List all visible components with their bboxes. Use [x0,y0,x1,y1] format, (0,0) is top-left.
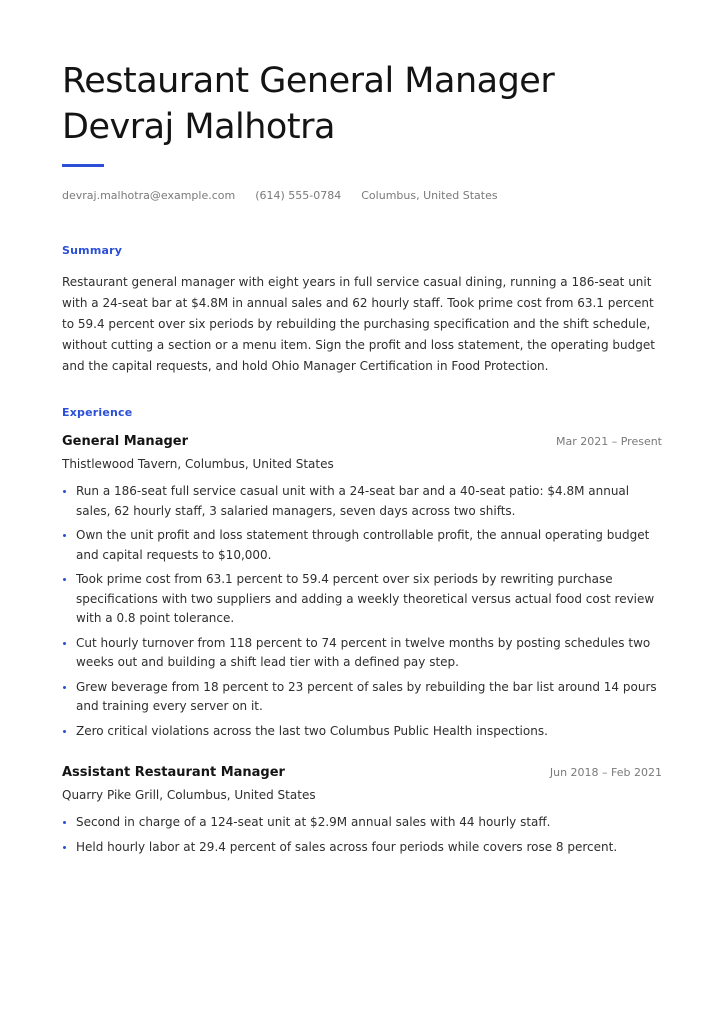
experience-company: Thistlewood Tavern, Columbus, United States [62,457,334,471]
experience-bullet [62,838,662,858]
page-title [62,58,554,150]
bullet-icon [63,534,66,537]
experience-company: Quarry Pike Grill, Columbus, United States [62,788,316,802]
experience-entry [62,434,662,746]
bullet-icon [63,578,66,581]
bullet-text: Took prime cost from 63.1 percent to 59.4 percent over six periods by rewriting purchase specifications with two suppliers and adding a weekly theoretical versus actual food cost review with a 0.8 point tolerance. [76,572,655,625]
bullet-icon [63,730,66,733]
bullet-text: Grew beverage from 18 percent to 23 percent of sales by rebuilding the bar list around 14 pours and training every server on it. [76,679,657,713]
bullet-text: Second in charge of a 124-seat unit at $2.9M annual sales with 44 hourly staff. [76,815,551,829]
experience-bullet [62,570,662,629]
experience-bullet [62,482,662,521]
bullet-icon [63,821,66,824]
bullet-text: Zero critical violations across the last two Columbus Public Health inspections. [76,723,548,738]
experience-dates: Jun 2018 – Feb 2021 [549,766,662,779]
experience-bullet-list [62,482,662,741]
contact-email[interactable]: devraj.malhotra@example.com [62,189,236,202]
accent-divider [62,164,104,167]
bullet-text: Own the unit profit and loss statement through controllable profit, the annual operating budget and capital requests to $10,000. [76,528,650,562]
bullet-icon [63,846,66,849]
bullet-text: Cut hourly turnover from 118 percent to 74 percent in twelve months by posting schedules two weeks out and building a shift lead tier with a defined pay step. [76,635,651,669]
summary-heading: Summary [62,244,123,257]
experience-bullet [62,813,662,833]
job-title-heading: Restaurant General Manager [62,61,555,101]
experience-bullet [62,526,662,565]
experience-entry-header [62,434,662,454]
experience-bullet-list [62,813,662,857]
summary-text: Restaurant general manager with eight years in full service casual dining, running a 186-seat unit with a 24-seat bar at $4.8M in annual sales and 62 hourly staff. Took prime cost from 63.1 percent to 59.4 percent over six periods by rebuilding the purchasing specification and the shift schedule, without cutting a section or a menu item. Sign the profit and loss statement, the operating budget and the capital requests, and hold Ohio Manager Certification in Food Protection. [62,275,655,373]
experience-entry-header [62,765,662,785]
experience-bullet [62,678,662,717]
experience-entry [62,765,662,862]
bullet-icon [63,686,66,689]
contact-phone[interactable]: (614) 555-0784 [255,189,342,202]
candidate-name: Devraj Malhotra [62,107,335,147]
bullet-text: Run a 186-seat full service casual unit with a 24-seat bar and a 40-seat patio: $4.8M annual sales, 62 hourly staff, 3 salaried managers, seven days across two shifts. [76,484,630,518]
bullet-icon [63,490,66,493]
experience-dates: Mar 2021 – Present [555,435,662,448]
contact-location: Columbus, United States [361,189,498,202]
experience-bullet [62,722,662,742]
bullet-icon [63,642,66,645]
experience-heading: Experience [62,406,133,419]
bullet-text: Held hourly labor at 29.4 percent of sales across four periods while covers rose 8 percent. [76,839,618,854]
experience-job-title: General Manager [62,434,188,449]
contact-info [62,189,498,202]
experience-bullet [62,634,662,673]
experience-job-title: Assistant Restaurant Manager [62,765,285,780]
